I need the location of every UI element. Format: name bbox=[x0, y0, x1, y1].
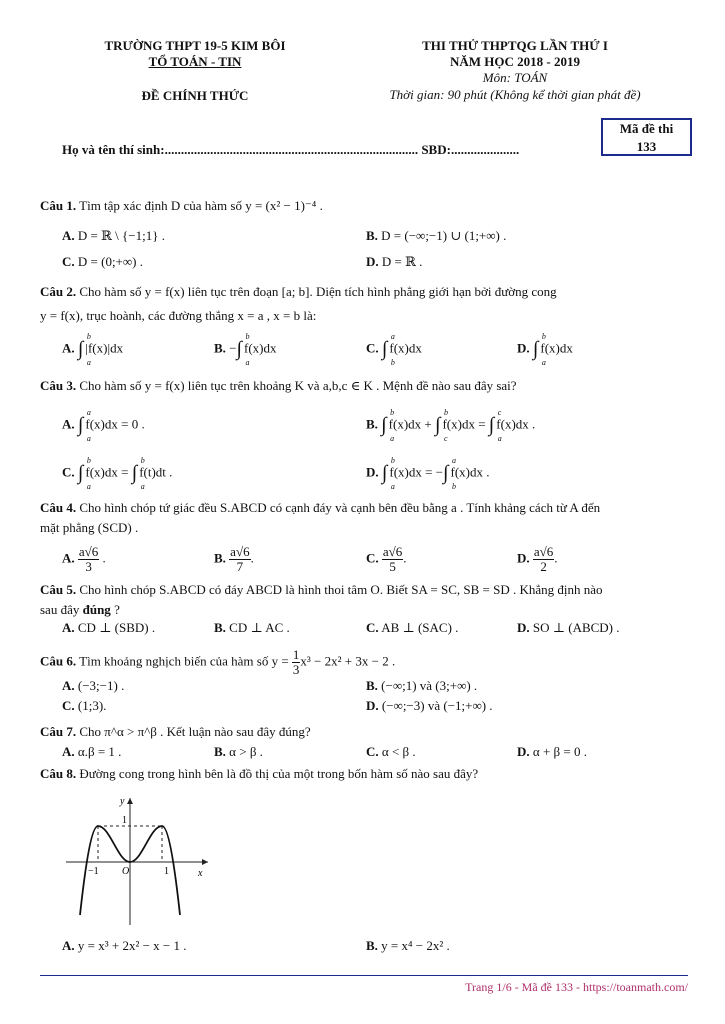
question-label: Câu 1. bbox=[40, 198, 77, 213]
question-2-line2: y = f(x), trục hoành, các đường thẳng x = a , x = b là: bbox=[40, 308, 317, 323]
question-text: Tìm tập xác định D của hàm số y = (x² − 1)⁻⁴ . bbox=[79, 198, 323, 213]
q2-option-b: B. −∫ b a f(x)dx bbox=[214, 332, 277, 367]
q3-option-a: A. ∫ a a f(x)dx = 0 . bbox=[62, 408, 145, 443]
q2-option-a: A. ∫ b a |f(x)|dx bbox=[62, 332, 124, 367]
q5-option-d: D. SO ⊥ (ABCD) . bbox=[517, 620, 620, 635]
q4-option-b: B. $\frac{a√6}{7}$ . bbox=[214, 544, 254, 574]
tick-y-one: 1 bbox=[122, 815, 127, 826]
question-4-line2: mặt phẳng (SCD) . bbox=[40, 520, 139, 535]
q4-option-d: D. $\frac{a√6}{2}$ . bbox=[517, 544, 558, 574]
axis-label-x: x bbox=[198, 868, 203, 879]
q2-option-d: D. ∫ b a f(x)dx bbox=[517, 332, 573, 367]
q3-option-b: B. ∫ b a f(x)dx + ∫ b c f(x)dx = ∫ c a f(x)dx . bbox=[366, 408, 536, 443]
q7-option-b: B. α > β . bbox=[214, 744, 263, 759]
exam-time: Thời gian: 90 phút (Không kể thời gian phát đề) bbox=[389, 87, 641, 102]
question-6: Câu 6. Tìm khoảng nghịch biến của hàm số y = $\frac{1}{3}$ x³ − 2x² + 3x − 2 . bbox=[40, 647, 396, 677]
school-name: TRƯỜNG THPT 19-5 KIM BÔI bbox=[104, 38, 286, 53]
page-footer: Trang 1/6 - Mã đề 133 - https://toanmath.com/ bbox=[465, 980, 688, 994]
q1-option-a: A. D = ℝ \ {−1;1} . bbox=[62, 228, 165, 243]
footer-divider bbox=[40, 975, 688, 976]
q1-option-b: B. D = (−∞;−1) ∪ (1;+∞) . bbox=[366, 228, 507, 243]
q4-option-c: C. $\frac{a√6}{5}$ . bbox=[366, 544, 407, 574]
q8-option-b: B. y = x⁴ − 2x² . bbox=[366, 938, 450, 953]
q7-option-a: A. α.β = 1 . bbox=[62, 744, 122, 759]
question-5-line2: sau đây đúng ? bbox=[40, 602, 120, 617]
q4-option-a: A. $\frac{a√6}{3}$ . bbox=[62, 544, 106, 574]
question-2: Câu 2. Cho hàm số y = f(x) liên tục trên đoạn [a; b]. Diện tích hình phẳng giới hạn bởi đường cong bbox=[40, 284, 557, 299]
q3-option-c: C. ∫ b a f(x)dx = ∫ b a f(t)dt . bbox=[62, 456, 173, 491]
exam-code-box bbox=[601, 118, 692, 156]
quartic-graph bbox=[58, 790, 218, 930]
q6-option-b: B. (−∞;1) và (3;+∞) . bbox=[366, 678, 478, 693]
subject: Môn: TOÁN bbox=[482, 70, 548, 85]
exam-code-value: 133 bbox=[636, 139, 657, 154]
tick-neg-one: −1 bbox=[88, 866, 99, 877]
question-3: Câu 3. Cho hàm số y = f(x) liên tục trên khoảng K và a,b,c ∈ K . Mệnh đề nào sau đây sai? bbox=[40, 378, 517, 393]
q7-option-c: C. α < β . bbox=[366, 744, 416, 759]
q2-option-c: C. ∫ a b f(x)dx bbox=[366, 332, 422, 367]
q5-option-a: A. CD ⊥ (SBD) . bbox=[62, 620, 156, 635]
exam-code-label: Mã đề thi bbox=[619, 121, 674, 136]
question-8: Câu 8. Đường cong trong hình bên là đồ thị của một trong bốn hàm số nào sau đây? bbox=[40, 766, 479, 781]
q7-option-d: D. α + β = 0 . bbox=[517, 744, 587, 759]
tick-one: 1 bbox=[164, 866, 169, 877]
q5-option-c: C. AB ⊥ (SAC) . bbox=[366, 620, 459, 635]
student-info-line: Họ và tên thí sinh:.............................................................................. SBD:..................... bbox=[62, 142, 520, 157]
q8-option-a: A. y = x³ + 2x² − x − 1 . bbox=[62, 938, 187, 953]
department-name: TỔ TOÁN - TIN bbox=[148, 54, 242, 69]
q5-option-b: B. CD ⊥ AC . bbox=[214, 620, 290, 635]
tick-origin: O bbox=[122, 866, 130, 877]
school-year: NĂM HỌC 2018 - 2019 bbox=[450, 54, 580, 69]
q3-option-d: D. ∫ b a f(x)dx = −∫ a b f(x)dx . bbox=[366, 456, 490, 491]
q1-option-d: D. D = ℝ . bbox=[366, 254, 423, 269]
q6-option-a: A. (−3;−1) . bbox=[62, 678, 125, 693]
question-1 bbox=[40, 198, 323, 214]
q6-option-d: D. (−∞;−3) và (−1;+∞) . bbox=[366, 698, 493, 713]
question-7: Câu 7. Cho π^α > π^β . Kết luận nào sau đây đúng? bbox=[40, 724, 311, 739]
axis-label-y: y bbox=[120, 796, 125, 807]
question-4: Câu 4. Cho hình chóp tứ giác đều S.ABCD có cạnh đáy và cạnh bên đều bằng a . Tính khảng cách từ A đến bbox=[40, 500, 601, 515]
q6-option-c: C. (1;3). bbox=[62, 698, 107, 713]
question-5: Câu 5. Cho hình chóp S.ABCD có đáy ABCD là hình thoi tâm O. Biết SA = SC, SB = SD . Khẳng định nào bbox=[40, 582, 603, 597]
q1-option-c: C. D = (0;+∞) . bbox=[62, 254, 143, 269]
exam-title: THI THỬ THPTQG LẦN THỨ I bbox=[422, 38, 608, 53]
official-label: ĐỀ CHÍNH THỨC bbox=[141, 88, 249, 103]
